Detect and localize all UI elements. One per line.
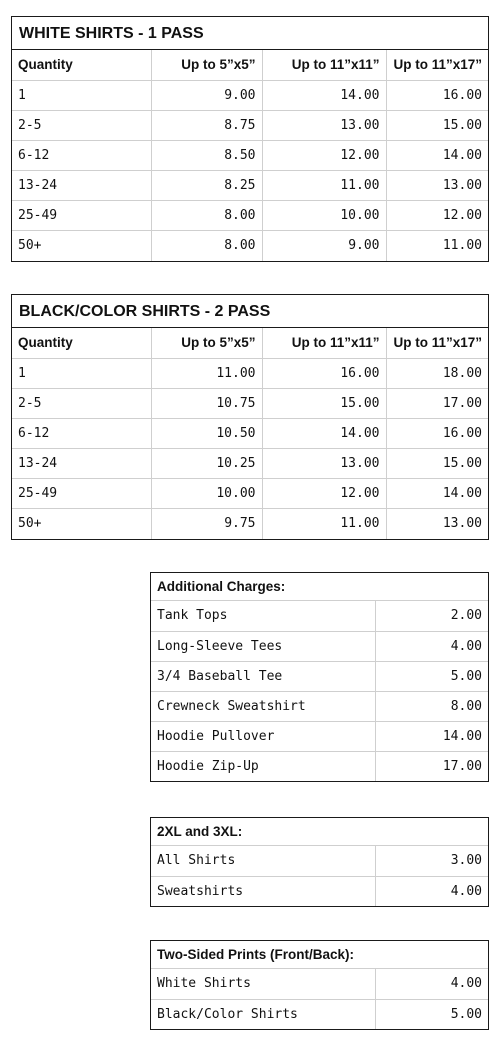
additional-charges-title: Additional Charges:: [151, 573, 488, 601]
table-row: [12, 81, 488, 111]
quantity-cell: 13-24: [12, 171, 151, 201]
price-cell: 14.00: [386, 479, 488, 509]
quantity-cell: 50+: [12, 231, 151, 261]
table-row: [151, 691, 488, 721]
xl-sizes-table: [150, 817, 489, 907]
header-5x5: Up to 5”x5”: [151, 328, 262, 358]
price-cell: 16.00: [386, 419, 488, 449]
price-cell: 15.00: [386, 111, 488, 141]
color-shirts-header-row: [12, 328, 488, 358]
quantity-cell: 50+: [12, 509, 151, 539]
quantity-cell: 25-49: [12, 479, 151, 509]
price-cell: 13.00: [262, 111, 386, 141]
item-cell: Tank Tops: [157, 608, 228, 624]
two-sided-prints-title: Two-Sided Prints (Front/Back):: [151, 941, 488, 969]
table-row: [12, 509, 488, 539]
table-row: [151, 721, 488, 751]
table-row: [151, 876, 488, 906]
table-row: [151, 661, 488, 691]
price-cell: 11.00: [262, 509, 386, 539]
table-row: [151, 846, 488, 876]
table-row: [12, 141, 488, 171]
color-shirts-table: [11, 294, 489, 540]
table-row: [12, 359, 488, 389]
table-row: [12, 231, 488, 261]
price-cell: 14.00: [386, 141, 488, 171]
quantity-cell: 6-12: [12, 141, 151, 171]
header-quantity: Quantity: [12, 328, 151, 358]
price-cell: 17.00: [375, 751, 488, 781]
price-cell: 8.00: [375, 691, 488, 721]
header-5x5: Up to 5”x5”: [151, 50, 262, 80]
item-cell: Black/Color Shirts: [151, 999, 375, 1029]
price-cell: 10.25: [151, 449, 262, 479]
quantity-cell: 2-5: [12, 111, 151, 141]
price-cell: 11.00: [151, 359, 262, 389]
price-cell: 17.00: [386, 389, 488, 419]
header-11x11: Up to 11”x11”: [262, 50, 386, 80]
xl-sizes-title: 2XL and 3XL:: [151, 818, 488, 846]
price-cell: 8.50: [151, 141, 262, 171]
item-cell: All Shirts: [157, 853, 236, 869]
price-cell: 11.00: [386, 231, 488, 261]
item-cell: Long-Sleeve Tees: [151, 631, 375, 661]
price-cell: 12.00: [262, 141, 386, 171]
price-cell: 3.00: [375, 846, 488, 876]
table-row: [151, 969, 488, 999]
table-row: [12, 479, 488, 509]
price-cell: 5.00: [375, 661, 488, 691]
two-sided-prints-table: [150, 940, 489, 1030]
white-shirts-table: [11, 16, 489, 262]
price-cell: 9.00: [151, 81, 262, 111]
item-cell: 3/4 Baseball Tee: [151, 661, 375, 691]
item-cell: Hoodie Zip-Up: [151, 751, 375, 781]
price-cell: 13.00: [386, 509, 488, 539]
table-row: [151, 999, 488, 1029]
price-cell: 18.00: [386, 359, 488, 389]
price-cell: 12.00: [386, 201, 488, 231]
table-row: [12, 449, 488, 479]
price-cell: 8.25: [151, 171, 262, 201]
price-cell: 13.00: [386, 171, 488, 201]
price-cell: 10.00: [262, 201, 386, 231]
price-cell: 16.00: [386, 81, 488, 111]
price-cell: 14.00: [262, 419, 386, 449]
quantity-cell: 13-24: [12, 449, 151, 479]
price-cell: 8.00: [151, 231, 262, 261]
price-cell: 14.00: [375, 721, 488, 751]
price-cell: 2.00: [375, 601, 488, 631]
price-cell: 15.00: [386, 449, 488, 479]
price-cell: 10.50: [151, 419, 262, 449]
table-row: [12, 389, 488, 419]
table-row: [12, 201, 488, 231]
header-11x17: Up to 11”x17”: [386, 328, 488, 358]
header-quantity: Quantity: [12, 50, 151, 80]
price-cell: 13.00: [262, 449, 386, 479]
table-row: [151, 601, 488, 631]
additional-charges-table: [150, 572, 489, 782]
price-cell: 9.00: [262, 231, 386, 261]
table-row: [12, 111, 488, 141]
header-11x17: Up to 11”x17”: [386, 50, 488, 80]
item-cell: Hoodie Pullover: [151, 721, 375, 751]
price-cell: 5.00: [375, 999, 488, 1029]
price-cell: 15.00: [262, 389, 386, 419]
quantity-cell: 25-49: [12, 201, 151, 231]
price-cell: 4.00: [375, 969, 488, 999]
quantity-cell: 1: [18, 87, 26, 103]
item-cell: Sweatshirts: [151, 876, 375, 906]
price-cell: 4.00: [375, 876, 488, 906]
price-cell: 8.00: [151, 201, 262, 231]
quantity-cell: 1: [18, 365, 26, 381]
white-shirts-header-row: [12, 50, 488, 80]
price-cell: 4.00: [375, 631, 488, 661]
price-cell: 14.00: [262, 81, 386, 111]
price-cell: 16.00: [262, 359, 386, 389]
quantity-cell: 6-12: [12, 419, 151, 449]
color-shirts-title: BLACK/COLOR SHIRTS - 2 PASS: [12, 295, 488, 328]
price-cell: 10.75: [151, 389, 262, 419]
price-cell: 9.75: [151, 509, 262, 539]
table-row: [12, 419, 488, 449]
white-shirts-title: WHITE SHIRTS - 1 PASS: [12, 17, 488, 50]
price-cell: 11.00: [262, 171, 386, 201]
item-cell: Crewneck Sweatshirt: [151, 691, 375, 721]
header-11x11: Up to 11”x11”: [262, 328, 386, 358]
item-cell: White Shirts: [157, 976, 251, 992]
table-row: [151, 631, 488, 661]
table-row: [151, 751, 488, 781]
table-row: [12, 171, 488, 201]
price-cell: 12.00: [262, 479, 386, 509]
price-cell: 10.00: [151, 479, 262, 509]
quantity-cell: 2-5: [12, 389, 151, 419]
price-cell: 8.75: [151, 111, 262, 141]
